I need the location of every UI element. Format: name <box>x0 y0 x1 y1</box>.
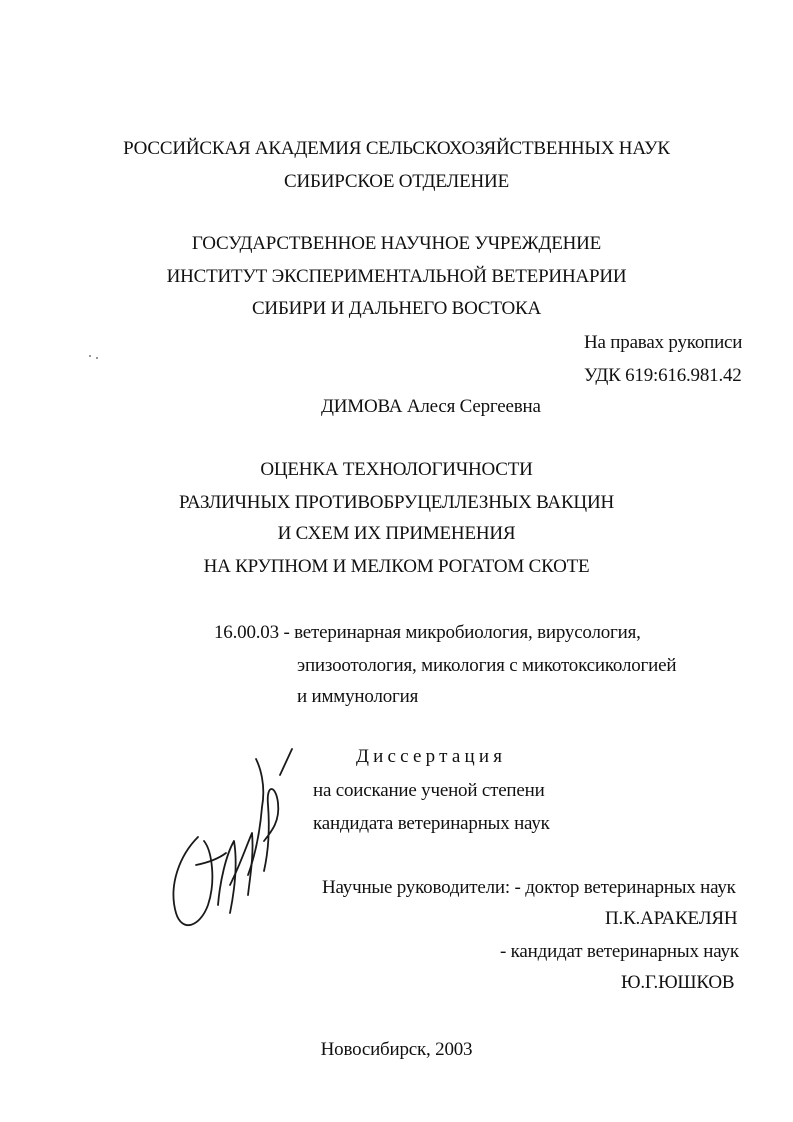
institution-line-2: ИНСТИТУТ ЭКСПЕРИМЕНТАЛЬНОЙ ВЕТЕРИНАРИИ <box>166 266 627 287</box>
udk-code: УДК 619:616.981.42 <box>584 365 742 386</box>
specialty-line-3: и иммунология <box>297 686 419 707</box>
specialty-line-1: 16.00.03 - ветеринарная микробиология, вирусология, <box>214 622 641 643</box>
supervisor-1-name: П.К.АРАКЕЛЯН <box>605 908 738 929</box>
institution-line-3: СИБИРИ И ДАЛЬНЕГО ВОСТОКА <box>251 298 542 319</box>
title-line-4: НА КРУПНОМ И МЕЛКОМ РОГАТОМ СКОТЕ <box>203 556 590 577</box>
specialty-line-2: эпизоотология, микология с микотоксикологией <box>297 655 677 676</box>
academy-name: РОССИЙСКАЯ АКАДЕМИЯ СЕЛЬСКОХОЗЯЙСТВЕННЫХ НАУК <box>123 138 670 159</box>
scan-speck <box>89 355 91 357</box>
handwritten-signature <box>160 745 300 945</box>
scan-speck <box>96 357 98 359</box>
place-and-year: Новосибирск, 2003 <box>320 1039 473 1060</box>
supervisor-2-name: Ю.Г.ЮШКОВ <box>621 972 735 993</box>
manuscript-note: На правах рукописи <box>584 332 743 353</box>
supervisor-2-title: - кандидат ветеринарных наук <box>500 941 739 962</box>
branch-name: СИБИРСКОЕ ОТДЕЛЕНИЕ <box>284 171 509 192</box>
author-name: ДИМОВА Алеся Сергеевна <box>321 396 541 417</box>
supervisors-label: Научные руководители: - доктор ветеринарных наук <box>322 877 736 898</box>
institution-line-1: ГОСУДАРСТВЕННОЕ НАУЧНОЕ УЧРЕЖДЕНИЕ <box>191 233 602 254</box>
title-line-2: РАЗЛИЧНЫХ ПРОТИВОБРУЦЕЛЛЕЗНЫХ ВАКЦИН <box>178 492 614 513</box>
title-line-1: ОЦЕНКА ТЕХНОЛОГИЧНОСТИ <box>260 459 533 480</box>
document-type: Диссертация <box>356 746 507 767</box>
degree-line-2: кандидата ветеринарных наук <box>313 813 550 834</box>
degree-line-1: на соискание ученой степени <box>313 780 545 801</box>
title-line-3: И СХЕМ ИХ ПРИМЕНЕНИЯ <box>277 523 516 544</box>
